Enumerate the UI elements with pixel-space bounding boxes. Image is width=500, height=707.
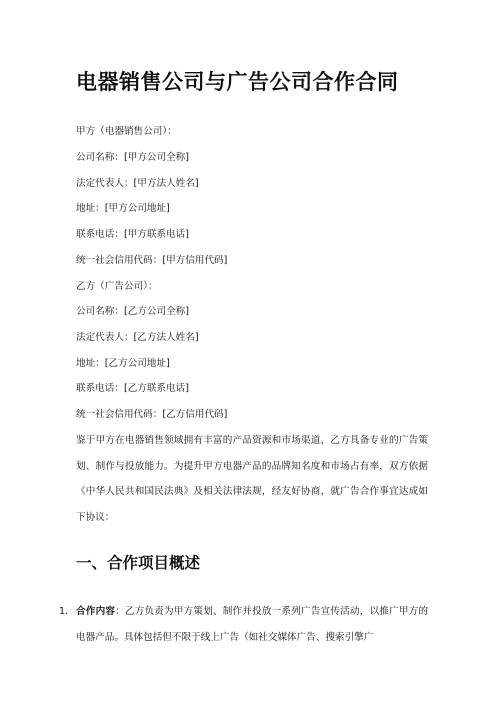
list-item-text: ：乙方负责为甲方策划、制作并投放一系列广告宣传活动，以推广甲方的电器产品。具体包括但不限于线上广告（如社交媒体广告、搜索引擎广 — [76, 606, 429, 643]
party-b-heading: 乙方（广告公司）： — [76, 281, 158, 292]
party-b-company-name: 公司名称：[乙方公司全称] — [76, 306, 190, 317]
list-item-label: 合作内容 — [76, 606, 116, 617]
party-b-legal-rep: 法定代表人：[乙方法人姓名] — [76, 332, 199, 343]
section-heading: 一、合作项目概述 — [76, 554, 201, 572]
party-a-credit-code: 统一社会信用代码：[甲方信用代码] — [76, 255, 228, 266]
party-b-address: 地址：[乙方公司地址] — [76, 358, 170, 369]
party-a-legal-rep: 法定代表人：[甲方法人姓名] — [76, 178, 199, 189]
document-title: 电器销售公司与广告公司合作合同 — [76, 70, 399, 94]
preamble-paragraph: 鉴于甲方在电器销售领域拥有丰富的产品资源和市场渠道，乙方具备专业的广告策划、制作与投放能力。为提升甲方电器产品的品牌知名度和市场占有率，双方依据《中华人民共和国民法典》及相关法律法规，经友好协商，就广告合作事宜达成如下协议： — [76, 435, 428, 524]
party-a-company-name: 公司名称：[甲方公司全称] — [76, 152, 190, 163]
party-a-phone: 联系电话：[甲方联系电话] — [76, 229, 190, 240]
party-b-credit-code: 统一社会信用代码：[乙方信用代码] — [76, 409, 228, 420]
party-a-heading: 甲方（电器销售公司）： — [76, 126, 177, 137]
party-a-address: 地址：[甲方公司地址] — [76, 203, 170, 214]
list-item-number: 1. — [59, 606, 69, 617]
list-item — [59, 599, 429, 650]
party-b-phone: 联系电话：[乙方联系电话] — [76, 383, 190, 394]
